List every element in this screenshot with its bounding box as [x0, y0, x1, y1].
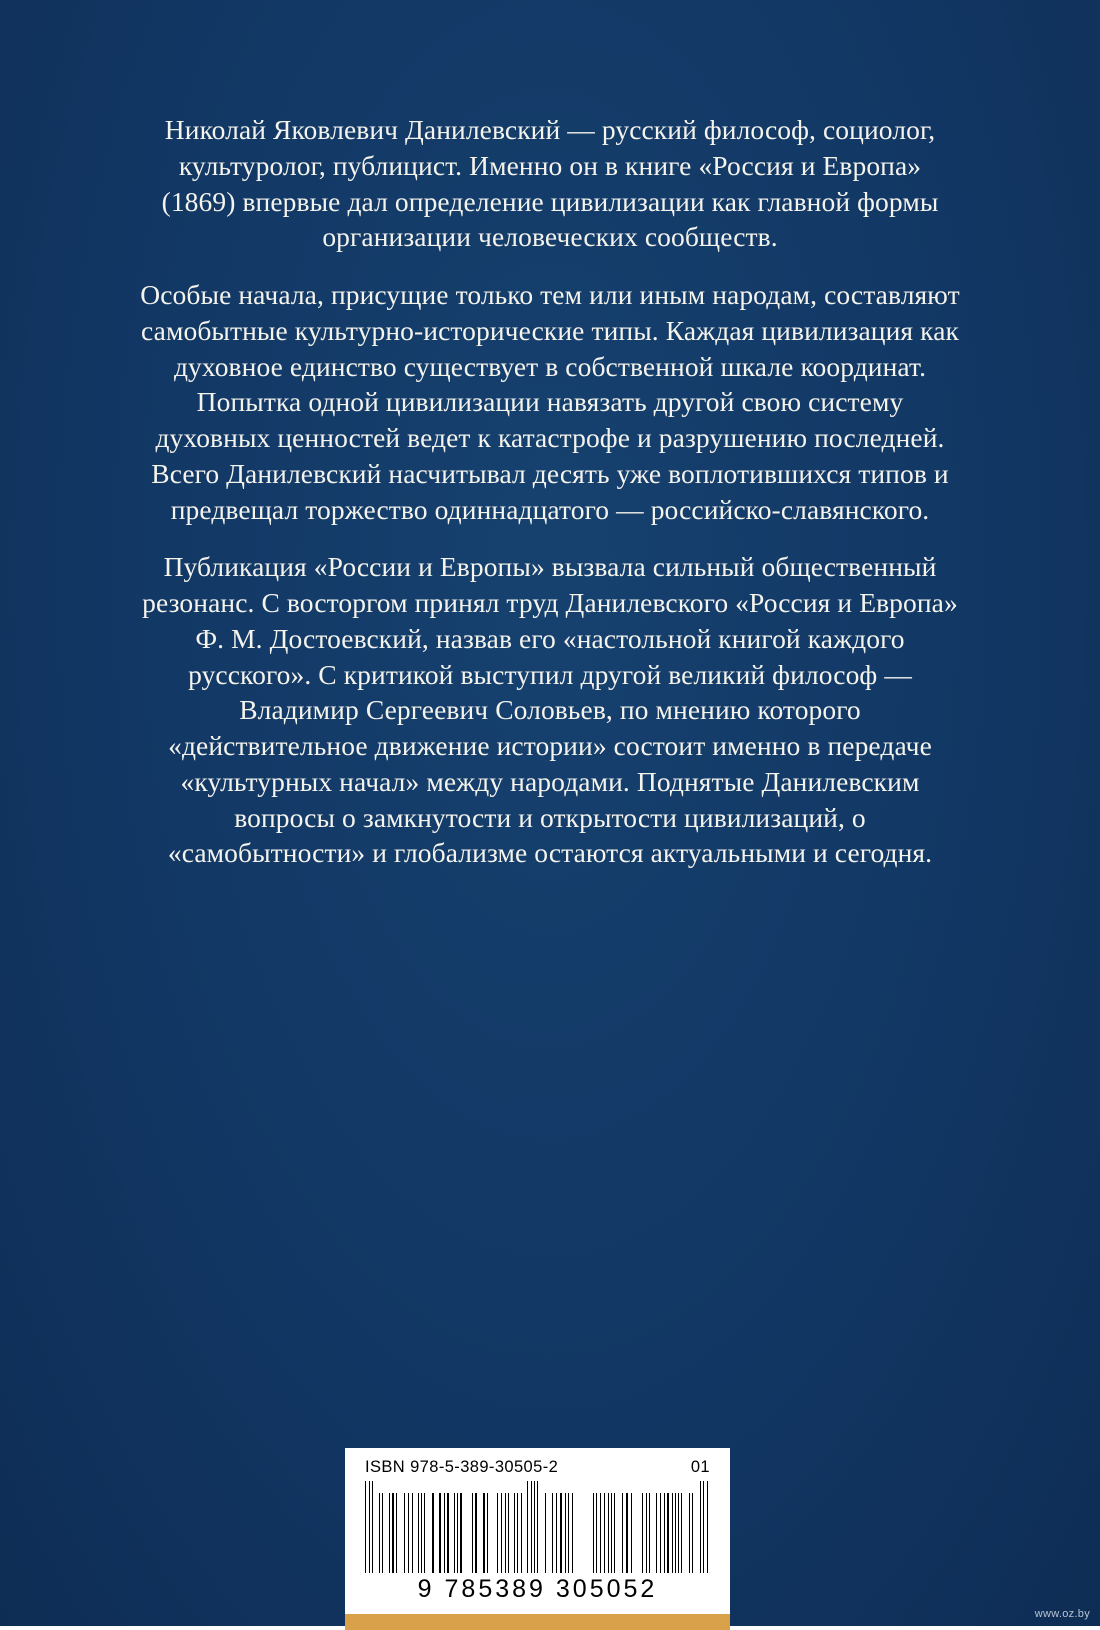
- isbn-line: [359, 1458, 716, 1481]
- site-watermark: www.oz.by: [1034, 1608, 1090, 1620]
- barcode-digits: 9 785389 305052: [417, 1575, 658, 1603]
- barcode-foot-bar: [345, 1614, 730, 1630]
- barcode-bars: [359, 1481, 716, 1573]
- isbn-label: ISBN 978-5-389-30505-2: [365, 1458, 559, 1476]
- blurb-paragraph-1: Николай Яковлевич Данилевский — русский философ, социолог, культуролог, публицист. Именно он в книге «Россия и Европа» (1869) впервые дал определение цивилизации как главной формы организации человеческих сообществ.: [161, 114, 939, 253]
- barcode-inner: [345, 1448, 730, 1614]
- blurb-paragraph-3: Публикация «России и Европы» вызвала сильный общественный резонанс. С восторгом принял труд Данилевского «Россия и Европа» Ф. М. Достоевский, назвав его «настольной книгой каждого русского». С критикой выступил другой великий философ — Владимир Сергеевич Соловьев, по мнению которого «действительное движение истории» состоит именно в передаче «культурных начал» между народами. Поднятые Данилевским вопросы о замкнутости и открытости цивилизаций, о «самобытности» и глобализме остаются актуальными и сегодня.: [142, 551, 958, 869]
- blurb-paragraph-2: Особые начала, присущие только тем или иным народам, составляют самобытные культурно-исторические типы. Каждая цивилизация как духовное единство существует в собственной шкале координат. Попытка одной цивилизации навязать другой свою систему духовных ценностей ведет к катастрофе и разрушению последней. Всего Данилевский насчитывал десять уже воплотившихся типов и предвещал торжество одиннадцатого — российско-славянского.: [140, 279, 960, 525]
- isbn-barcode-block: [345, 1448, 730, 1630]
- blurb-text-block: [140, 112, 960, 871]
- isbn-edition-code: 01: [690, 1458, 710, 1476]
